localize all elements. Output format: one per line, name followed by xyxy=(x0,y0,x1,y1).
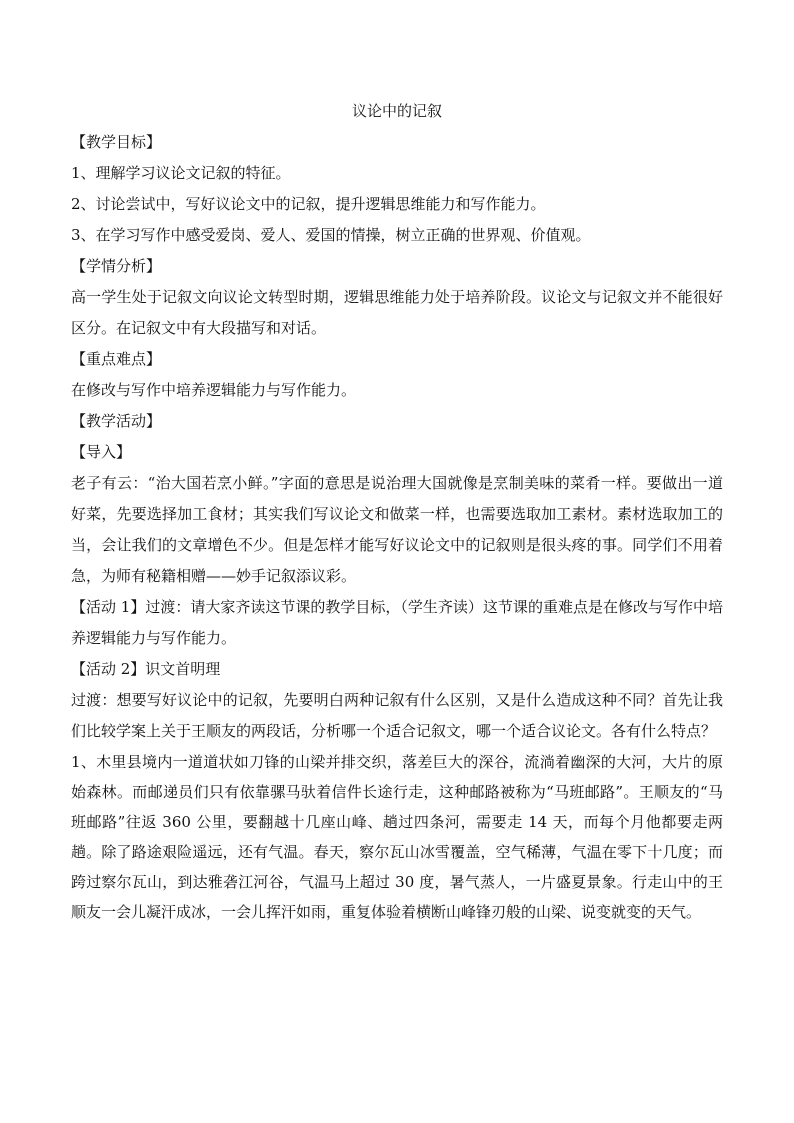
objective-item-2: 2、讨论尝试中，写好议论文中的记叙，提升逻辑思维能力和写作能力。 xyxy=(71,195,546,213)
analysis-heading: 【学情分析】 xyxy=(71,257,162,275)
activity-2-heading: 【活动 2】识文首明理 xyxy=(71,660,221,678)
activities-heading: 【教学活动】 xyxy=(71,412,162,430)
analysis-paragraph: 高一学生处于记叙文向议论文转型时期，逻辑思维能力处于培养阶段。议论文与记叙文并不能很好区分。在记叙文中有大段描写和对话。 xyxy=(71,288,723,337)
objective-item-3: 3、在学习写作中感受爱岗、爱人、爱国的情操，树立正确的世界观、价值观。 xyxy=(71,226,591,244)
intro-paragraph: 老子有云：“治大国若烹小鲜。”字面的意思是说治理大国就像是烹制美味的菜肴一样。要做出一道好菜，先要选择加工食材；其实我们写议论文和做菜一样，也需要选取加工素材。素材选取加工的当，会让我们的文章增色不少。但是怎样才能写好议论文中的记叙则是很头疼的事。同学们不用着急，为师有秘籍相赠——妙手记叙添议彩。 xyxy=(71,474,723,585)
key-points-text: 在修改与写作中培养逻辑能力与写作能力。 xyxy=(71,381,357,399)
objective-item-1: 1、理解学习议论文记叙的特征。 xyxy=(71,164,291,182)
passage-1-paragraph: 1、木里县境内一道道状如刀锋的山梁并排交织，落差巨大的深谷，流淌着幽深的大河，大片的原始森林。而邮递员们只有依靠骡马驮着信件长途行走，这种邮路被称为“马班邮路”。王顺友的“马班邮路”往返 360 公里，要翻越十几座山峰、趟过四条河，需要走 14 天，而每个月他都要走两趟。除了路途艰险遥远，还有气温。春天，察尔瓦山冰雪覆盖，空气稀薄，气温在零下十几度；而跨过察尔瓦山，到达雅砻江河谷，气温马上超过 30 度，暑气蒸人，一片盛夏景象。行走山中的王顺友一会儿凝汗成冰，一会儿挥汗如雨，重复体验着横断山峰锋刃般的山梁、说变就变的天气。 xyxy=(71,753,723,921)
key-points-heading: 【重点难点】 xyxy=(71,350,162,368)
activity-1-paragraph: 【活动 1】过渡：请大家齐读这节课的教学目标，（学生齐读）这节课的重难点是在修改与写作中培养逻辑能力与写作能力。 xyxy=(71,598,723,647)
document-page xyxy=(71,96,723,927)
document-title: 议论中的记叙 xyxy=(351,102,442,120)
transition-paragraph: 过渡：想要写好议论中的记叙，先要明白两种记叙有什么区别，又是什么造成这种不同？首先让我们比较学案上关于王顺友的两段话，分析哪一个适合记叙文，哪一个适合议论文。各有什么特点？ xyxy=(71,691,723,740)
intro-heading: 【导入】 xyxy=(71,443,132,461)
objectives-heading: 【教学目标】 xyxy=(71,133,162,151)
